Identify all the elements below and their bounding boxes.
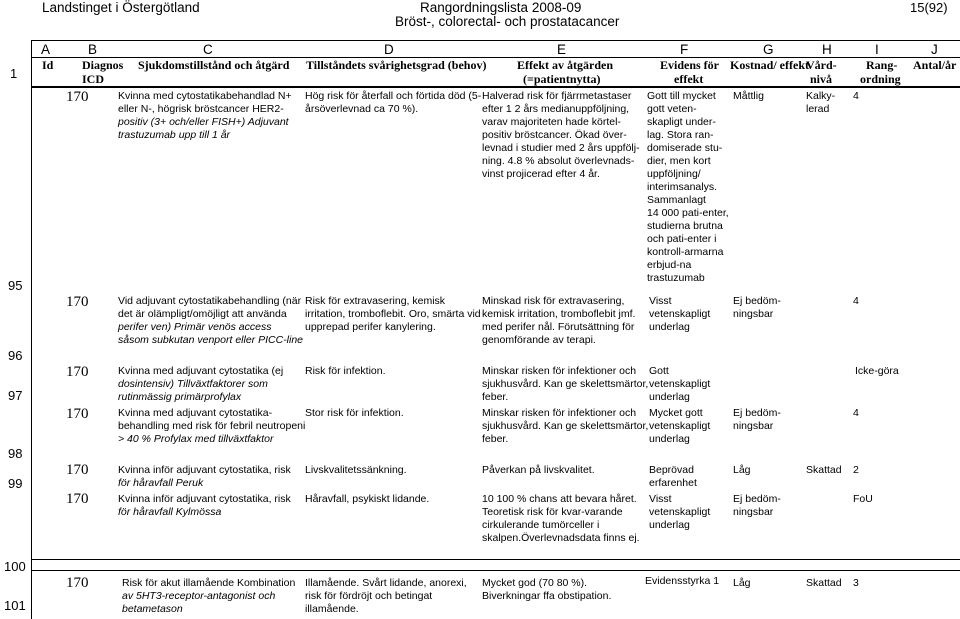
row-effect: 10 100 % chans att bevara håret. Teoretisk risk för kvar-varande cirkulerande tumörceller i skalpen.Överlevnadsdata finns ej.	[482, 493, 640, 544]
row-number: 101	[4, 598, 26, 613]
row-condition: Kvinna inför adjuvant cytostatika, risk för håravfall Kylmössa	[118, 493, 291, 518]
column-letter-b: B	[88, 42, 98, 57]
row-evidence: Visst vetenskapligt underlag	[649, 295, 711, 333]
top-border	[31, 40, 960, 41]
header-level-sub: nivå	[810, 72, 833, 86]
row-id: 170	[66, 462, 89, 478]
row-condition: Risk för akut illamående Kombination av 5HT3-receptor-antagonist och betametason	[122, 577, 296, 615]
row-cost: Låg	[733, 577, 751, 589]
row-number: 98	[8, 446, 23, 461]
row-101-border	[31, 570, 960, 571]
page-number: 15(92)	[910, 0, 948, 15]
row-condition: Kvinna med cytostatikabehandlad N+ eller N-, högrisk bröstcancer HER2- positiv (3+ och/eller FISH+) Adjuvant trastuzumab upp till 1 år	[118, 90, 292, 141]
row-severity: Stor risk för infektion.	[305, 407, 404, 419]
organization-name: Landstinget i Östergötland	[42, 0, 200, 15]
row-number: 95	[8, 278, 23, 293]
row-cost: Ej bedöm- ningsbar	[733, 295, 781, 320]
column-letter-c: C	[203, 42, 213, 57]
row-id: 170	[66, 364, 89, 380]
column-letter-i: I	[875, 42, 879, 57]
row-effect: Halverad risk för fjärrmetastaser efter 1 2 års medianuppföljning, varav majoriteten hade körtel- positiv bröstcancer. Ökad över- levnad i studier med 2 års uppfölj- ning. 4.8 % absolut överlevnads- vinst projicerad efter 4 år.	[482, 90, 640, 180]
header-effect-sub: (=patientnytta)	[523, 72, 601, 86]
row-rank: 4	[853, 90, 859, 102]
row-number: 99	[8, 476, 23, 491]
left-border	[31, 40, 32, 619]
row-level: Skattad	[806, 464, 842, 476]
row-evidence: Evidensstyrka 1	[645, 575, 720, 587]
row-severity: Livskvalitetssänkning.	[305, 464, 407, 476]
row-effect: Minskad risk för extravasering, kemisk irritation, tromboflebit jmf. med perifer nål. Förutsättning för genomförande av terapi.	[482, 295, 636, 346]
row-100-border	[31, 559, 960, 560]
header-rank: Rang-	[866, 58, 898, 72]
row-evidence: Gott till mycket gott veten- skapligt under- lag. Stora ran- domiserade stu- dier, men kort uppföljning/ interimsanalys. Sammanlagt 14 000 pati-enter, studierna brutna och pati-enter i kontroll-armarna erbjud-na trastuzumab	[647, 90, 729, 284]
row-effect: Minskar risken för infektioner och sjukhusvård. Kan ge skelettsmärtor, feber.	[482, 407, 649, 445]
column-letter-e: E	[557, 42, 567, 57]
document-subtitle: Bröst-, colorectal- och prostatacancer	[395, 14, 620, 29]
row-effect: Mycket god (70 80 %). Biverkningar ffa obstipation.	[482, 577, 612, 602]
row-severity: Illamående. Svårt lidande, anorexi, risk för fördröjt och betingat illamående.	[305, 577, 467, 615]
header-evidence: Evidens för	[660, 58, 720, 72]
row-cost: Ej bedöm- ningsbar	[733, 493, 781, 518]
row-evidence: Visst vetenskapligt underlag	[649, 493, 711, 531]
row-severity: Risk för infektion.	[305, 365, 386, 377]
row-number: 100	[4, 559, 26, 574]
row-id: 170	[66, 294, 89, 310]
row-cost: Låg	[733, 464, 751, 476]
row-rank: FoU	[853, 493, 873, 505]
header-cost: Kostnad/ effekt	[730, 58, 809, 72]
header-evidence-sub: effekt	[674, 72, 704, 86]
row-id: 170	[66, 575, 89, 591]
row-severity: Hög risk för återfall och förtida död (5- årsöverlevnad ca 70 %).	[305, 90, 482, 115]
row-id: 170	[66, 491, 89, 507]
column-letter-g: G	[763, 42, 774, 57]
row-condition: Vid adjuvant cytostatikabehandling (när det är olämpligt/omöjligt att använda perifer ven) Primär venös access såsom subkutan venport eller PICC-line	[118, 295, 304, 346]
header-rank-sub: ordning	[860, 72, 901, 86]
row-level: Skattad	[806, 577, 842, 589]
row-effect: Minskar risken för infektioner och sjukhusvård. Kan ge skelettsmärtor, feber.	[482, 365, 649, 403]
header-id: Id	[42, 58, 54, 72]
row-effect: Påverkan på livskvalitet.	[482, 464, 595, 476]
row-rank: 2	[853, 464, 859, 476]
row-condition: Kvinna inför adjuvant cytostatika, risk för håravfall Peruk	[118, 464, 291, 489]
row-rank: Icke-göra	[855, 365, 899, 377]
row-evidence: Gott vetenskapligt underlag	[649, 365, 711, 403]
row-rank: 3	[853, 577, 859, 589]
header-condition: Sjukdomstillstånd och åtgärd	[138, 58, 290, 72]
column-letter-j: J	[931, 42, 938, 57]
header-count: Antal/år	[913, 58, 957, 72]
header-severity: Tillståndets svårighetsgrad (behov)	[306, 58, 487, 72]
row-number: 97	[8, 388, 23, 403]
row-number: 96	[8, 348, 23, 363]
row-condition: Kvinna med adjuvant cytostatika- behandling med risk för febril neutropeni > 40 % Profylax med tillväxtfaktor	[118, 407, 306, 445]
row-cost: Ej bedöm- ningsbar	[733, 407, 781, 432]
row-evidence: Beprövad erfarenhet	[649, 464, 697, 489]
row-condition: Kvinna med adjuvant cytostatika (ej dosintensiv) Tillväxtfaktorer som rutinmässig primärprofylax	[118, 365, 284, 403]
row-severity: Risk för extravasering, kemisk irritation, tromboflebit. Oro, smärta vid upprepad perifer kanylering.	[305, 295, 481, 333]
header-level: Vård-	[806, 58, 837, 72]
document-title: Rangordningslista 2008-09	[420, 0, 582, 15]
row-evidence: Mycket gott vetenskapligt underlag	[649, 407, 711, 445]
row-cost: Måttlig	[733, 90, 764, 102]
column-letter-a: A	[41, 42, 51, 57]
header-effect: Effekt av åtgärden	[517, 58, 613, 72]
row-severity: Håravfall, psykiskt lidande.	[305, 493, 430, 505]
column-letter-d: D	[384, 42, 394, 57]
row-rank: 4	[853, 407, 859, 419]
header-row-number: 1	[10, 66, 18, 81]
header-icd: ICD	[82, 72, 105, 86]
column-letter-f: F	[680, 42, 689, 57]
row-id: 170	[66, 89, 89, 105]
row-level: Kalky- lerad	[806, 90, 836, 115]
row-rank: 4	[853, 295, 859, 307]
column-letter-h: H	[822, 42, 832, 57]
header-diagnos: Diagnos	[82, 58, 124, 72]
row-id: 170	[66, 406, 89, 422]
